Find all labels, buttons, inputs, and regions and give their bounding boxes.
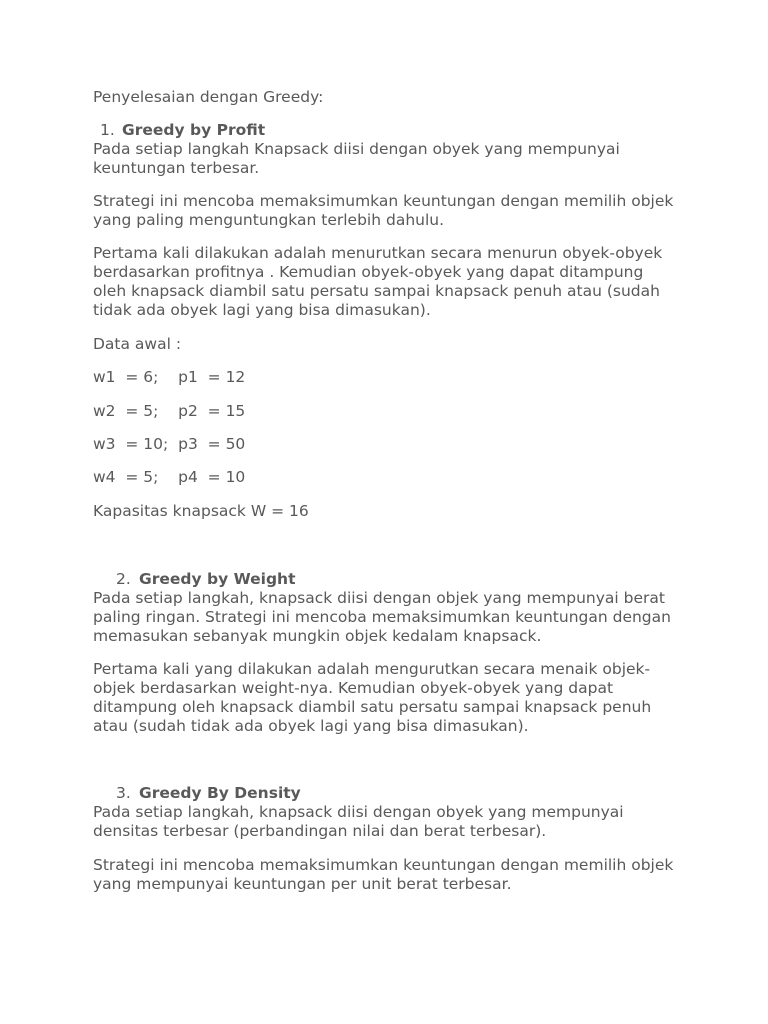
section1-p2-line2: yang paling menguntungkan terlebih dahulu. <box>93 211 445 229</box>
section1-p3-line2: berdasarkan profitnya . Kemudian obyek-obyek yang dapat ditampung <box>93 263 644 281</box>
section3-p1-line2: densitas terbesar (perbandingan nilai dan berat terbesar). <box>93 822 547 840</box>
section3-p2-line1: Strategi ini mencoba memaksimumkan keuntungan dengan memilih objek <box>93 856 674 874</box>
section2-p1-line3: memasukan sebanyak mungkin objek kedalam knapsack. <box>93 627 542 645</box>
section1-p3-line3: oleh knapsack diambil satu persatu sampai knapsack penuh atau (sudah <box>93 282 660 300</box>
section2-title: Greedy by Weight <box>139 570 296 588</box>
section2-p2-line3: ditampung oleh knapsack diambil satu persatu sampai knapsack penuh <box>93 698 652 716</box>
capacity-text: Kapasitas knapsack W = 16 <box>93 502 309 520</box>
data-row-3: w3 = 10; p3 = 50 <box>93 435 246 453</box>
data-row-4: w4 = 5; p4 = 10 <box>93 468 246 486</box>
intro-text: Penyelesaian dengan Greedy: <box>93 88 324 106</box>
section2-p2-line4: atau (sudah tidak ada obyek lagi yang bisa dimasukan). <box>93 717 529 735</box>
section2-p2-line2: objek berdasarkan weight-nya. Kemudian obyek-obyek yang dapat <box>93 679 614 697</box>
section3-number: 3. <box>116 784 131 802</box>
section1-p1-line2: keuntungan terbesar. <box>93 159 260 177</box>
section2-p1-line2: paling ringan. Strategi ini mencoba memaksimumkan keuntungan dengan <box>93 608 671 626</box>
section2-p2-line1: Pertama kali yang dilakukan adalah mengurutkan secara menaik objek- <box>93 660 651 678</box>
section1-p3-line4: tidak ada obyek lagi yang bisa dimasukan). <box>93 301 431 319</box>
section2-p1-line1: Pada setiap langkah, knapsack diisi dengan objek yang mempunyai berat <box>93 589 665 607</box>
section1-number: 1. <box>100 121 115 139</box>
data-row-1: w1 = 6; p1 = 12 <box>93 368 246 386</box>
section1-p1-line1: Pada setiap langkah Knapsack diisi dengan obyek yang mempunyai <box>93 140 620 158</box>
section3-p2-line2: yang mempunyai keuntungan per unit berat terbesar. <box>93 875 512 893</box>
section3-p1-line1: Pada setiap langkah, knapsack diisi dengan obyek yang mempunyai <box>93 803 624 821</box>
data-awal-label: Data awal : <box>93 335 182 353</box>
data-row-2: w2 = 5; p2 = 15 <box>93 402 246 420</box>
section2-number: 2. <box>116 570 131 588</box>
section1-p3-line1: Pertama kali dilakukan adalah menurutkan secara menurun obyek-obyek <box>93 244 663 262</box>
section1-title: Greedy by Profit <box>122 121 266 139</box>
section1-p2-line1: Strategi ini mencoba memaksimumkan keuntungan dengan memilih objek <box>93 192 674 210</box>
section3-title: Greedy By Density <box>139 784 301 802</box>
